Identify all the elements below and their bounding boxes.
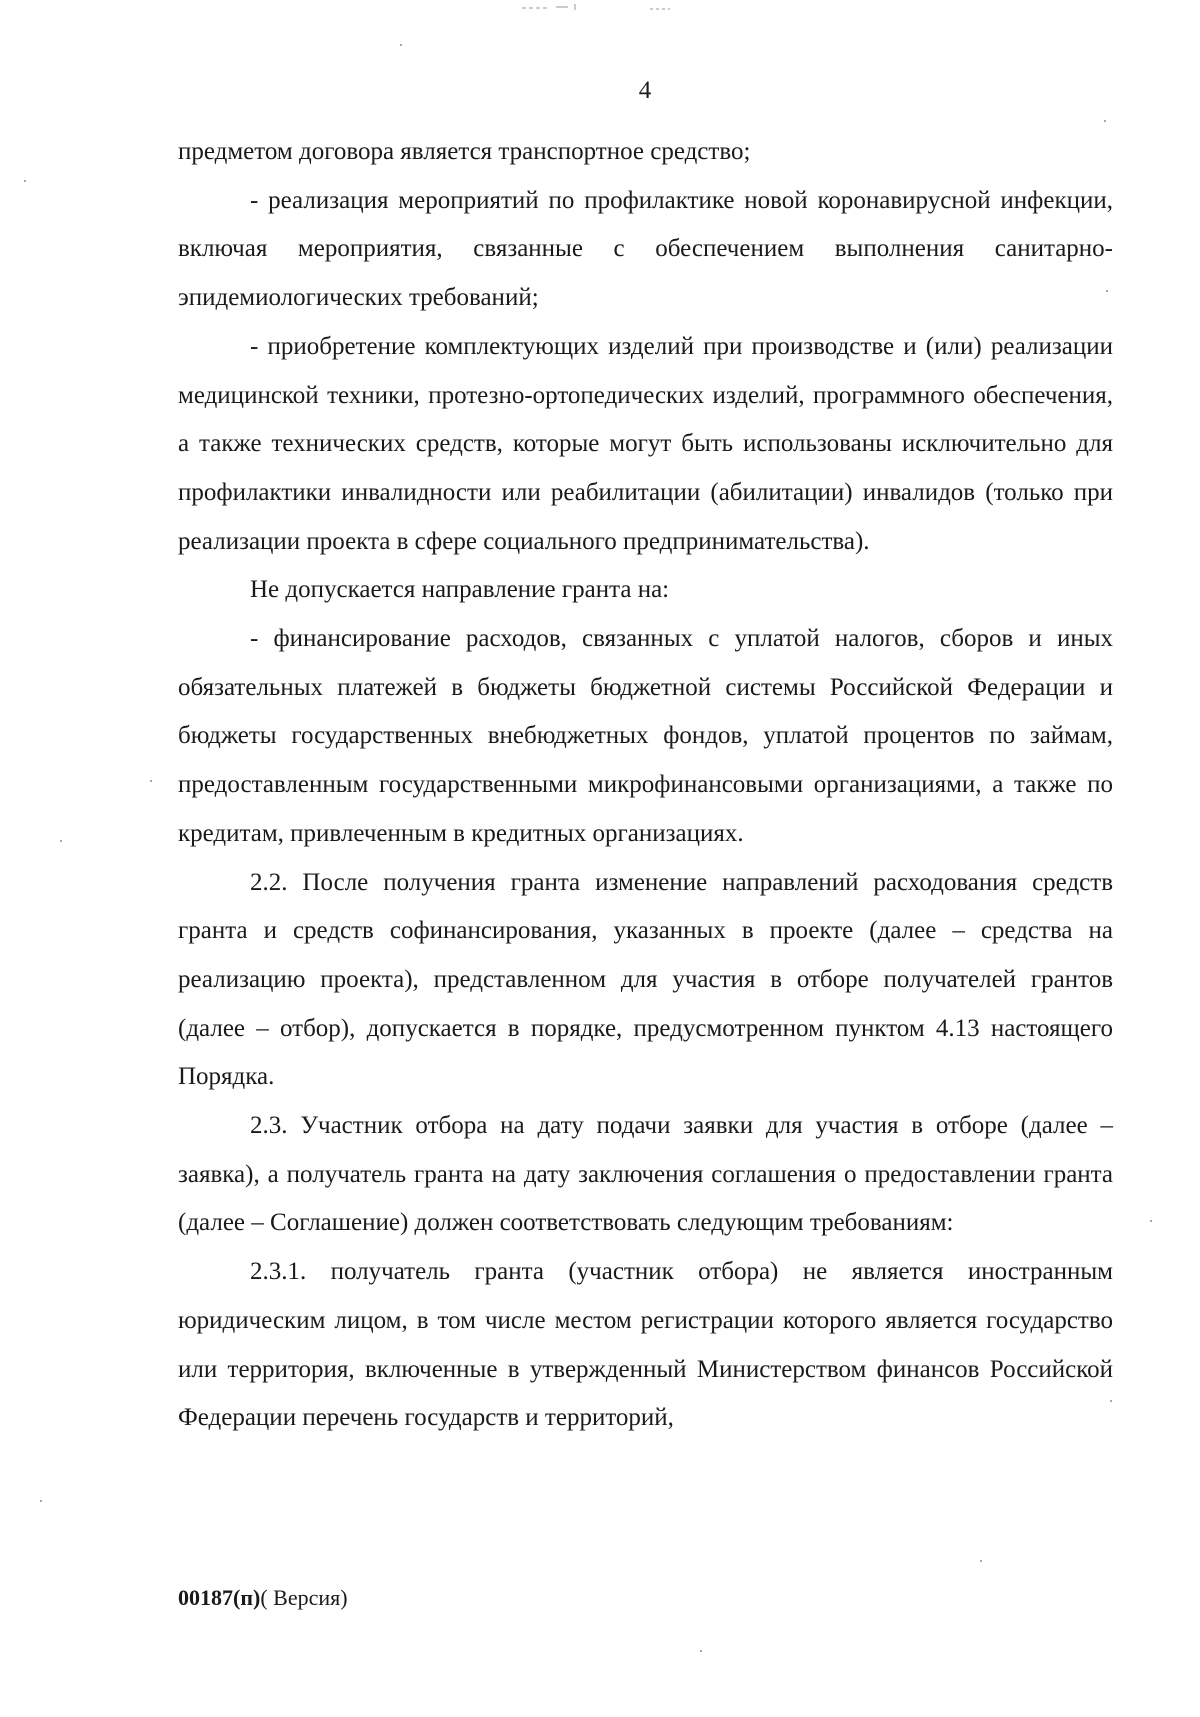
scan-speck [1150,1220,1152,1222]
document-code: 00187(п) [178,1585,261,1610]
scan-speck [1110,1400,1112,1402]
scan-speck [700,1650,702,1652]
paragraph: 2.3.1. получатель гранта (участник отбора) не является иностранным юридическим лицом, в том числе местом регистрации которого является государство или территория, включенные в утвержденный Министерством финансов Российской Федерации перечень государств и территорий, [178,1258,1113,1432]
scan-speck [60,840,62,842]
paragraph: 2.2. После получения гранта изменение направлений расходования средств гранта и средств софинансирования, указанных в проекте (далее – средства на реализацию проекта), представленном для участия в отборе получателей грантов (далее – отбор), допускается в порядке, предусмотренном пунктом 4.13 настоящего Порядка. [178,868,1113,1091]
paragraph: предметом договора является транспортное средство; [178,138,751,165]
document-body [178,128,1113,1443]
scan-speck [980,1560,982,1562]
page-number: 4 [638,77,652,104]
paragraph: 2.3. Участник отбора на дату подачи заявки для участия в отборе (далее – заявка), а получатель гранта на дату заключения соглашения о предоставлении гранта (далее – Соглашение) должен соответствовать следующим требованиям: [178,1112,1113,1237]
paragraph: - реализация мероприятий по профилактике новой коронавирусной инфекции, включая мероприятия, связанные с обеспечением выполнения санитарно-эпидемиологических требований; [178,186,1113,312]
paragraph: Не допускается направление гранта на: [250,576,670,604]
scan-speck [24,180,26,182]
document-version: ( Версия) [260,1585,348,1610]
document-footer [178,1584,348,1612]
scan-speck [150,780,152,782]
scan-speck [1104,120,1106,122]
scan-speck [400,44,402,46]
scan-speck [40,1500,42,1502]
scan-speck [1106,290,1108,292]
paragraph: - финансирование расходов, связанных с уплатой налогов, сборов и иных обязательных платежей в бюджеты бюджетной системы Российской Федерации и бюджеты государственных внебюджетных фондов, уплатой процентов по займам, предоставленным государственными микрофинансовыми организациями, а также по кредитам, привлеченным в кредитных организациях. [178,625,1113,847]
paragraph: - приобретение комплектующих изделий при производстве и (или) реализации медицинской техники, протезно-ортопедических изделий, программного обеспечения, а также технических средств, которые могут быть использованы исключительно для профилактики инвалидности или реабилитации (абилитации) инвалидов (только при реализации проекта в сфере социального предпринимательства). [178,332,1113,555]
scan-artifact [520,2,700,12]
